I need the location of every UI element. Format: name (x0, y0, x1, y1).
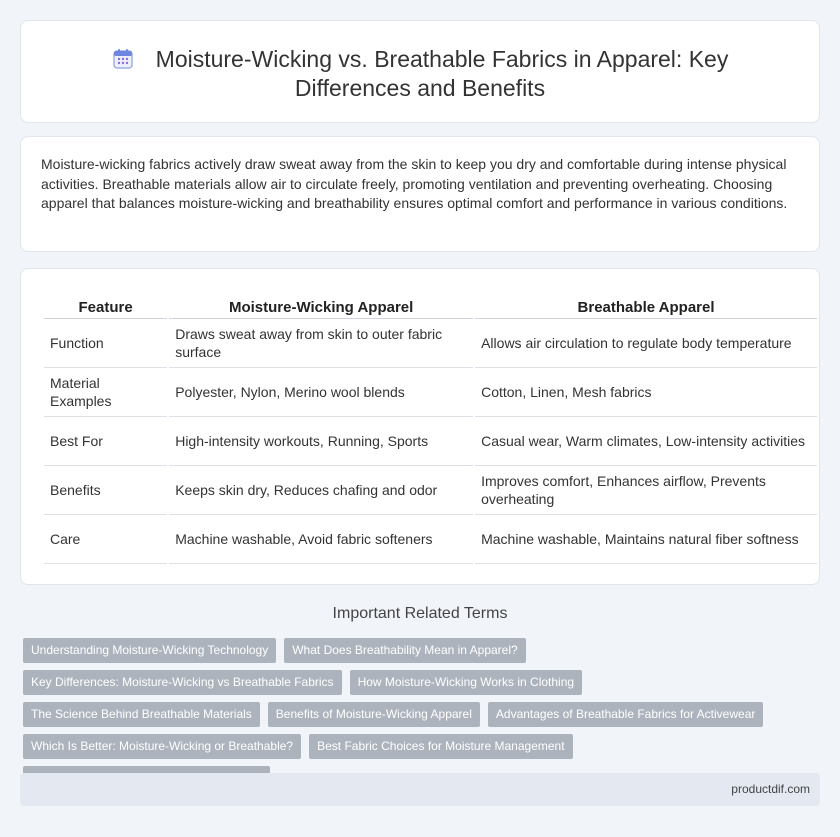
table-row (44, 417, 817, 466)
row-breathable: Allows air circulation to regulate body temperature (475, 319, 817, 368)
comparison-table (42, 295, 819, 564)
related-term-link[interactable]: Key Differences: Moisture-Wicking vs Breathable Fabrics (23, 670, 342, 695)
header-breathable: Breathable Apparel (475, 295, 817, 319)
row-breathable: Casual wear, Warm climates, Low-intensity activities (475, 417, 817, 466)
row-moisture-wicking: Keeps skin dry, Reduces chafing and odor (169, 466, 473, 515)
related-term-link[interactable]: Which Is Better: Moisture-Wicking or Breathable? (23, 734, 301, 759)
row-feature: Material Examples (44, 368, 167, 417)
page-title (21, 45, 819, 103)
related-term-link[interactable]: What Does Breathability Mean in Apparel? (284, 638, 525, 663)
related-term-link[interactable]: The Science Behind Breathable Materials (23, 702, 260, 727)
related-term-link[interactable]: Understanding Moisture-Wicking Technology (23, 638, 276, 663)
row-moisture-wicking: Draws sweat away from skin to outer fabric surface (169, 319, 473, 368)
title-line-1: Moisture-Wicking vs. Breathable Fabrics in Apparel: Key (155, 46, 729, 72)
title-line-2: Differences and Benefits (294, 75, 546, 101)
related-term-link[interactable]: Advantages of Breathable Fabrics for Activewear (488, 702, 763, 727)
comparison-card (20, 268, 820, 585)
footer (20, 773, 820, 806)
table-row (44, 466, 817, 515)
row-feature: Best For (44, 417, 167, 466)
footer-site-link[interactable]: productdif.com (731, 782, 810, 796)
table-row (44, 515, 817, 564)
row-moisture-wicking: High-intensity workouts, Running, Sports (169, 417, 473, 466)
row-feature: Benefits (44, 466, 167, 515)
intro-paragraph: Moisture-wicking fabrics actively draw sweat away from the skin to keep you dry and comfortable during intense physical activities. Breathable materials allow air to circulate freely, promoting ventilation and preventing overheating. Choosing apparel that balances moisture-wicking and breathability ensures optimal comfort and performance in various conditions. (41, 156, 788, 211)
table-row (44, 368, 817, 417)
row-moisture-wicking: Machine washable, Avoid fabric softeners (169, 515, 473, 564)
calendar-icon (112, 48, 134, 70)
header-feature: Feature (44, 295, 167, 319)
related-terms-title: Important Related Terms (332, 605, 508, 622)
related-term-link[interactable]: Benefits of Moisture-Wicking Apparel (268, 702, 480, 727)
row-breathable: Cotton, Linen, Mesh fabrics (475, 368, 817, 417)
row-breathable: Improves comfort, Enhances airflow, Prevents overheating (475, 466, 817, 515)
row-breathable: Machine washable, Maintains natural fiber softness (475, 515, 817, 564)
related-term-link[interactable]: Best Fabric Choices for Moisture Management (309, 734, 572, 759)
related-term-link[interactable]: How Moisture-Wicking Works in Clothing (350, 670, 583, 695)
table-header-row (44, 295, 817, 319)
intro-card (20, 136, 820, 252)
header-moisture-wicking: Moisture-Wicking Apparel (169, 295, 473, 319)
header-card (20, 20, 820, 123)
table-row (44, 319, 817, 368)
row-moisture-wicking: Polyester, Nylon, Merino wool blends (169, 368, 473, 417)
row-feature: Function (44, 319, 167, 368)
row-feature: Care (44, 515, 167, 564)
